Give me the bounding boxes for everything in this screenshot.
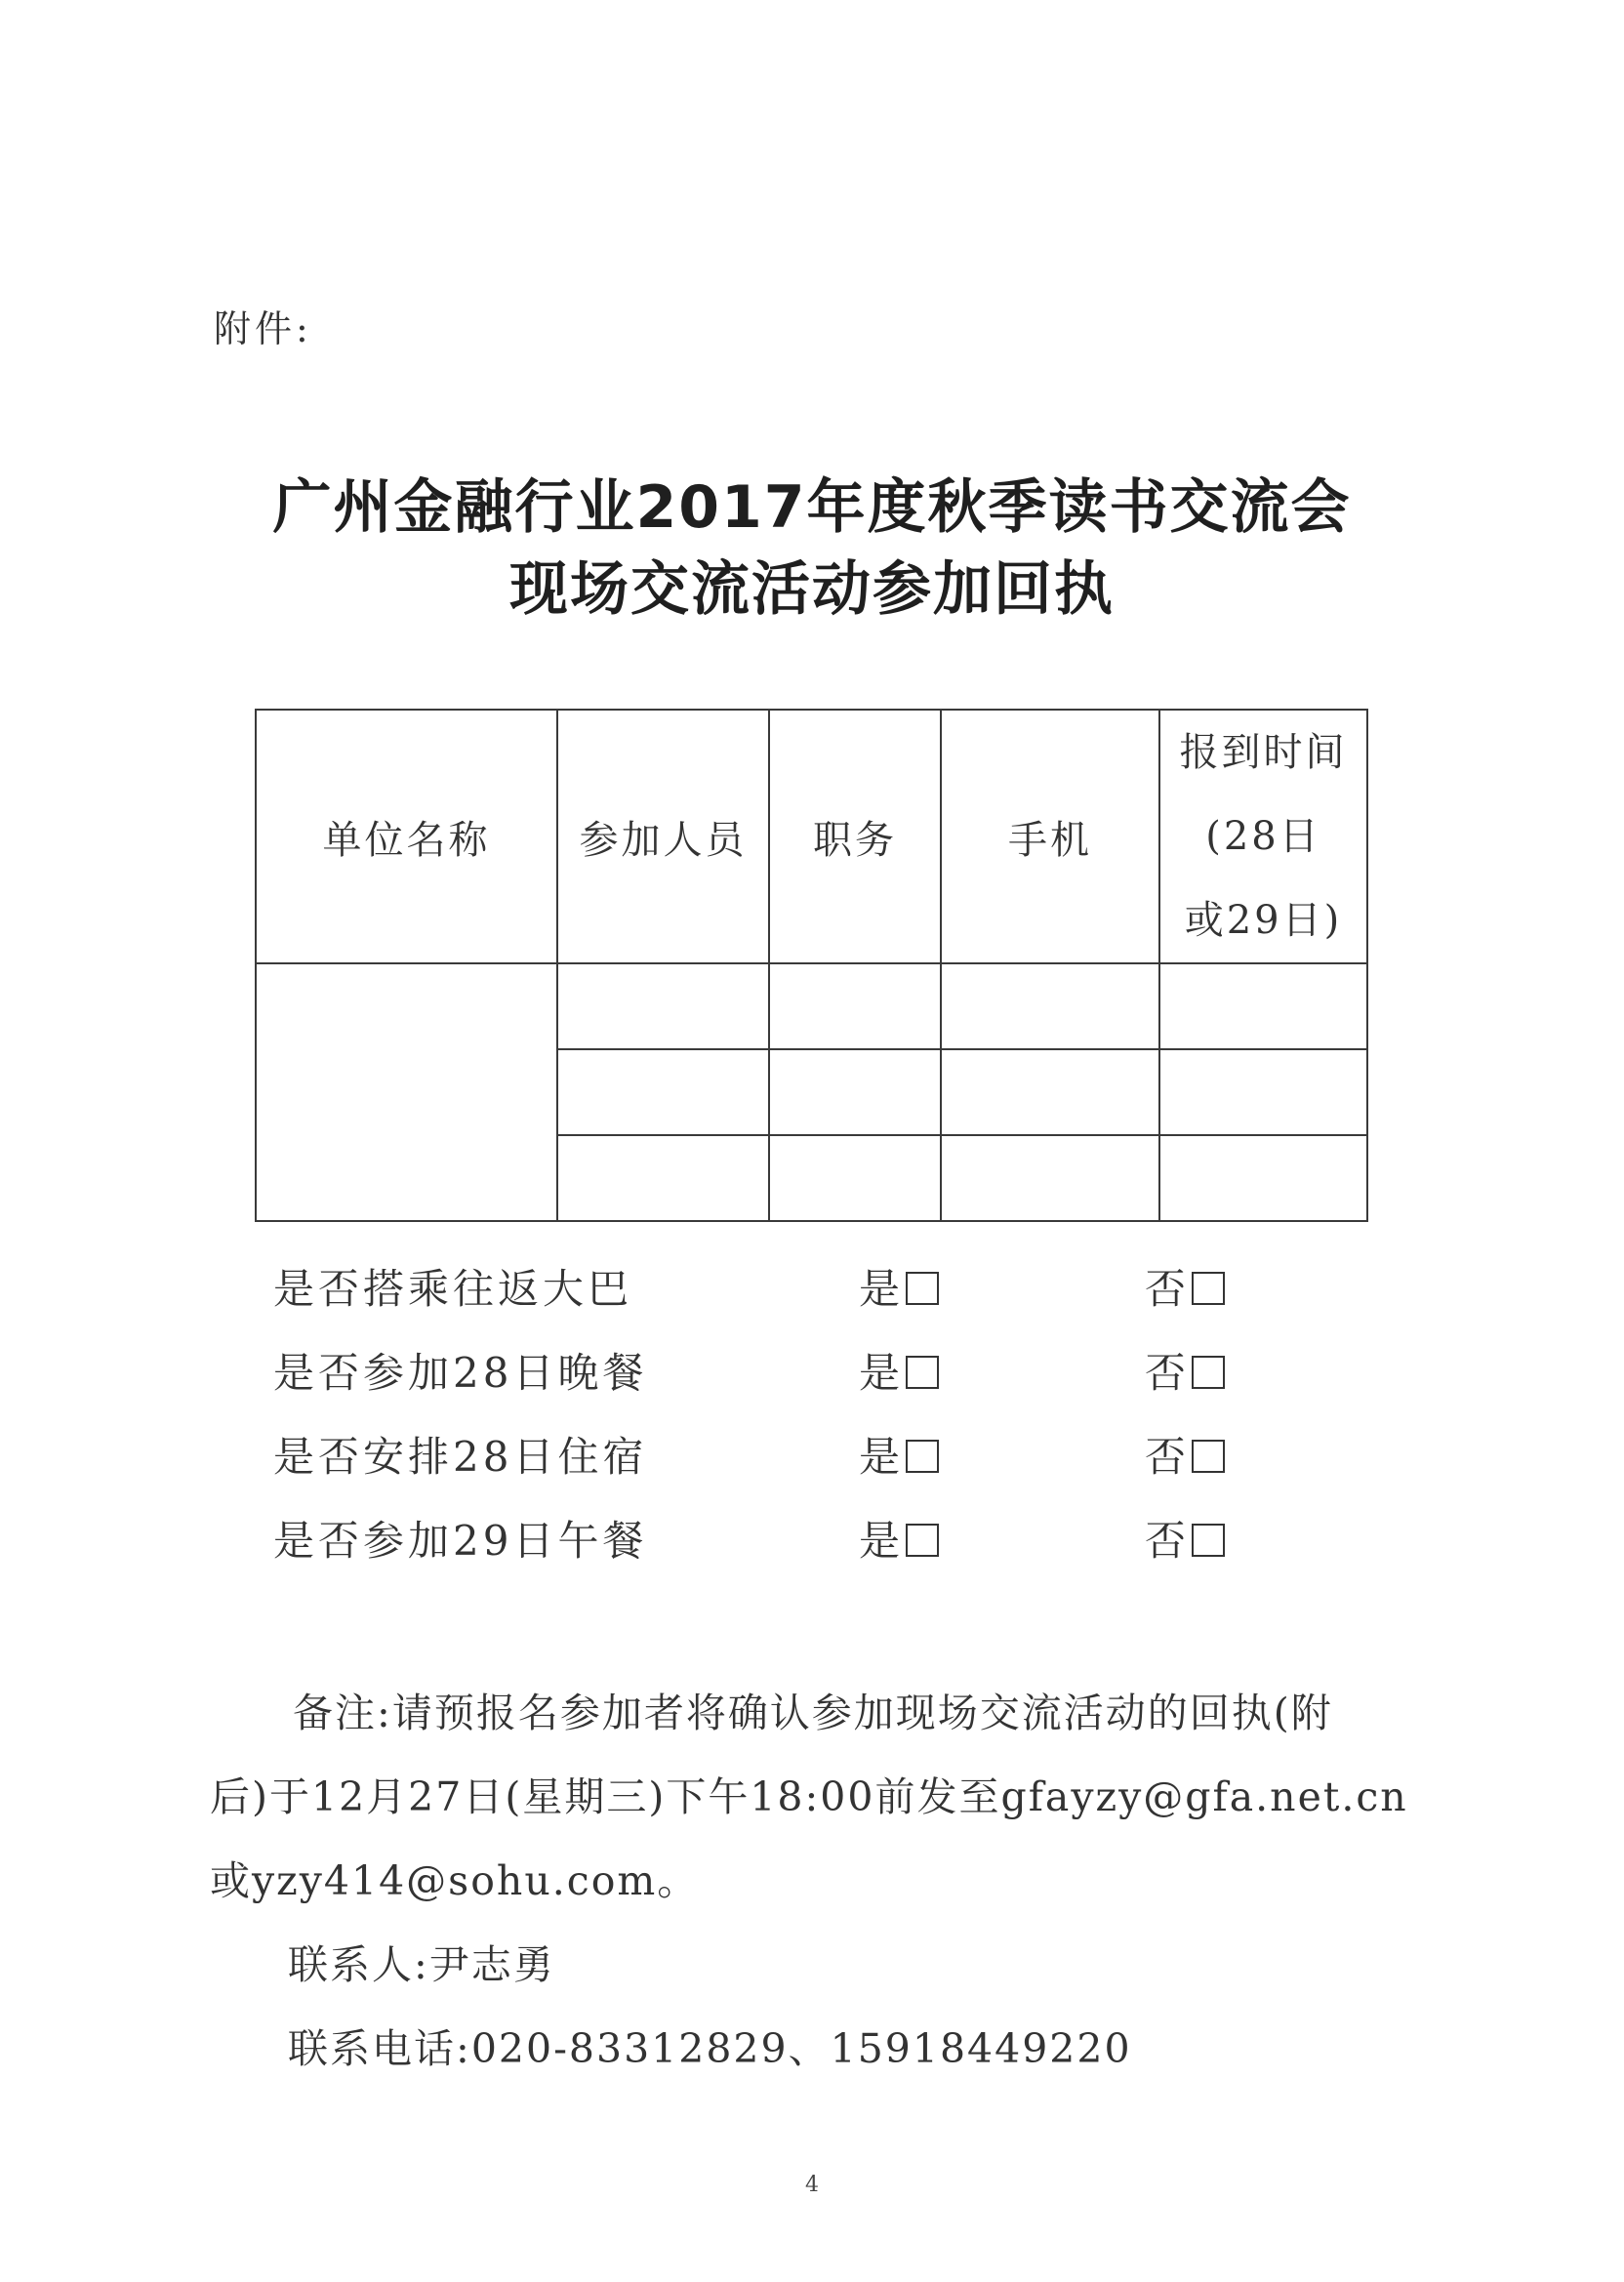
arrival-cell[interactable] <box>1159 963 1367 1049</box>
participant-cell[interactable] <box>557 1049 769 1135</box>
checkbox-no[interactable] <box>1192 1440 1225 1473</box>
position-cell[interactable] <box>769 1135 941 1221</box>
arrival-cell[interactable] <box>1159 1135 1367 1221</box>
contact-person: 联系人:尹志勇 <box>288 1941 555 1988</box>
option-no-label: 否 <box>1145 1517 1191 1565</box>
arrival-header-line1: 报到时间 <box>1179 730 1348 775</box>
option-question: 是否参加28日晚餐 <box>273 1349 648 1397</box>
option-row-lunch <box>273 1509 1249 1568</box>
mobile-cell[interactable] <box>941 1135 1159 1221</box>
option-yes-label: 是 <box>859 1433 905 1481</box>
note-line2: 后)于12月27日(星期三)下午18:00前发至gfayzy@gfa.net.cn <box>210 1773 1408 1820</box>
option-yes-label: 是 <box>859 1517 905 1565</box>
option-yes[interactable] <box>859 1257 939 1316</box>
header-participants: 参加人员 <box>557 710 769 963</box>
checkbox-no[interactable] <box>1192 1272 1225 1305</box>
checkbox-yes[interactable] <box>906 1524 939 1557</box>
option-no[interactable] <box>1145 1341 1225 1400</box>
checkbox-no[interactable] <box>1192 1356 1225 1389</box>
option-row-lodging <box>273 1425 1249 1484</box>
checkbox-yes[interactable] <box>906 1440 939 1473</box>
header-unit-name: 单位名称 <box>256 710 557 963</box>
checkbox-yes[interactable] <box>906 1272 939 1305</box>
checkbox-yes[interactable] <box>906 1356 939 1389</box>
option-no-label: 否 <box>1145 1265 1191 1313</box>
document-title-line2: 现场交流活动参加回执 <box>509 555 1115 624</box>
option-yes-label: 是 <box>859 1349 905 1397</box>
note-line3: 或yzy414@sohu.com。 <box>210 1857 700 1904</box>
option-no[interactable] <box>1145 1425 1225 1484</box>
option-no-label: 否 <box>1145 1433 1191 1481</box>
unit-name-cell[interactable] <box>256 963 557 1221</box>
table-header-row <box>256 710 1367 963</box>
option-no-label: 否 <box>1145 1349 1191 1397</box>
header-position: 职务 <box>769 710 941 963</box>
checkbox-no[interactable] <box>1192 1524 1225 1557</box>
arrival-header-line3: 或29日) <box>1184 898 1343 943</box>
option-row-dinner <box>273 1341 1249 1400</box>
attachment-label: 附件: <box>214 307 312 350</box>
arrival-cell[interactable] <box>1159 1049 1367 1135</box>
mobile-cell[interactable] <box>941 963 1159 1049</box>
table-row <box>256 963 1367 1049</box>
option-no[interactable] <box>1145 1509 1225 1568</box>
option-question: 是否安排28日住宿 <box>273 1433 648 1481</box>
note-line1: 备注:请预报名参加者将确认参加现场交流活动的回执(附 <box>293 1690 1333 1736</box>
receipt-table <box>255 709 1368 1222</box>
option-no[interactable] <box>1145 1257 1225 1316</box>
arrival-header-line2: (28日 <box>1205 814 1321 859</box>
page-number: 4 <box>805 2173 819 2197</box>
contact-phone: 联系电话:020-83312829、15918449220 <box>288 2025 1132 2072</box>
option-row-bus <box>273 1257 1249 1316</box>
header-arrival-time <box>1159 710 1367 963</box>
position-cell[interactable] <box>769 1049 941 1135</box>
option-yes-label: 是 <box>859 1265 905 1313</box>
option-yes[interactable] <box>859 1341 939 1400</box>
position-cell[interactable] <box>769 963 941 1049</box>
document-title-line1: 广州金融行业2017年度秋季读书交流会 <box>272 473 1352 542</box>
header-mobile: 手机 <box>941 710 1159 963</box>
option-yes[interactable] <box>859 1509 939 1568</box>
option-question: 是否参加29日午餐 <box>273 1517 648 1565</box>
option-yes[interactable] <box>859 1425 939 1484</box>
mobile-cell[interactable] <box>941 1049 1159 1135</box>
participant-cell[interactable] <box>557 1135 769 1221</box>
option-question: 是否搭乘往返大巴 <box>273 1265 633 1313</box>
participant-cell[interactable] <box>557 963 769 1049</box>
